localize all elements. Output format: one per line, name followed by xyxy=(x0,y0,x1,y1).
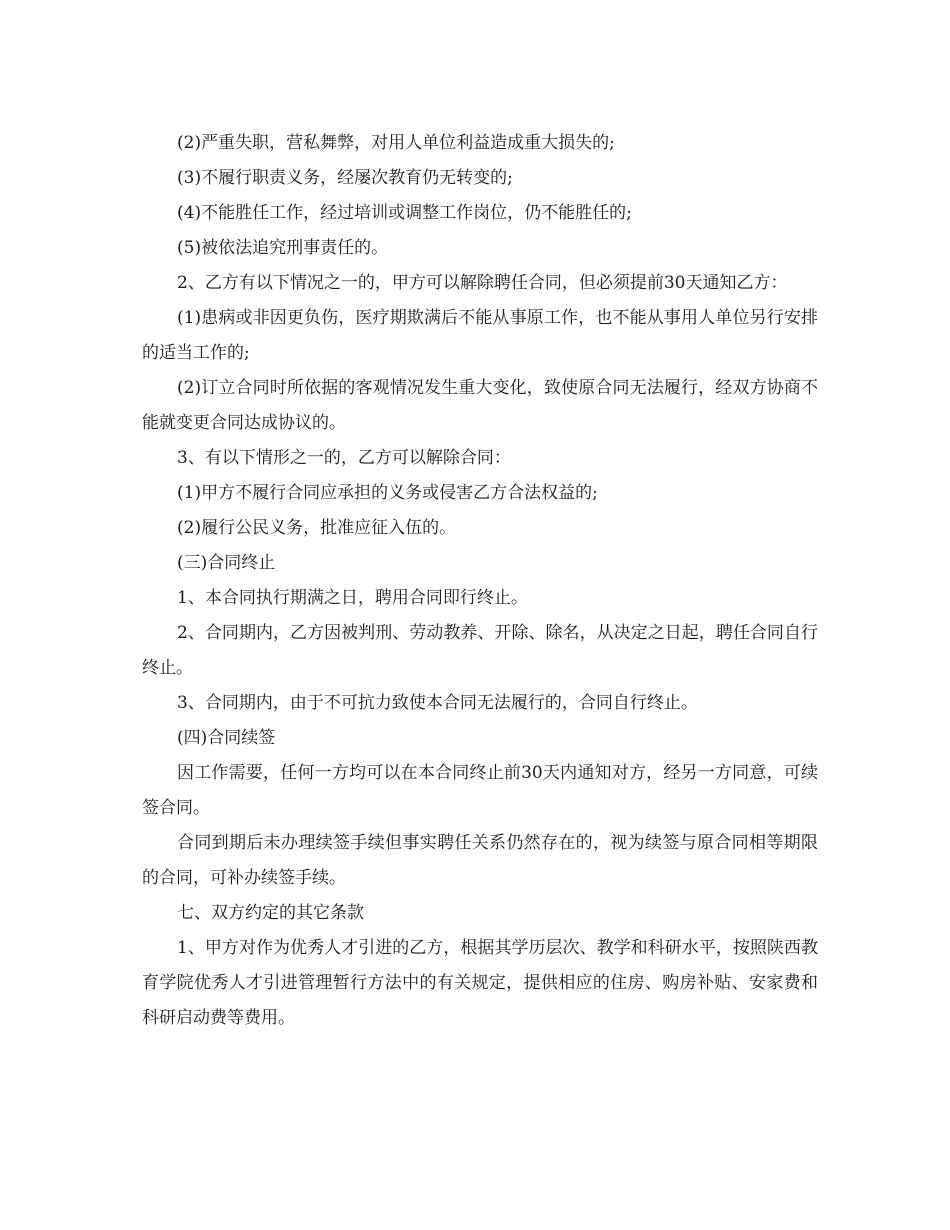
paragraph-contract-end-2: 2、合同期内，乙方因被判刑、劳动教养、开除、除名，从决定之日起，聘任合同自行终止。 xyxy=(142,623,818,678)
paragraph-other-terms-1: 1、甲方对作为优秀人才引进的乙方，根据其学历层次、教学和科研水平，按照陕西教育学院优秀人才引进管理暂行方法中的有关规定，提供相应的住房、购房补贴、安家费和科研启动费等费用。 xyxy=(142,938,818,1028)
paragraph-employee-termination-1: (1)甲方不履行合同应承担的义务或侵害乙方合法权益的; xyxy=(177,483,598,503)
section-heading-contract-renewal: (四)合同续签 xyxy=(177,728,276,748)
paragraph-renewal-1: 因工作需要，任何一方均可以在本合同终止前30天内通知对方，经另一方同意，可续签合同。 xyxy=(142,763,818,818)
paragraph-employee-termination-2: (2)履行公民义务，批准应征入伍的。 xyxy=(177,518,457,538)
paragraph-clause-2-5: (5)被依法追究刑事责任的。 xyxy=(177,238,389,258)
paragraph-contract-end-1: 1、本合同执行期满之日，聘用合同即行终止。 xyxy=(177,588,528,608)
paragraph-renewal-2: 合同到期后未办理续签手续但事实聘任关系仍然存在的，视为续签与原合同相等期限的合同，可补办续签手续。 xyxy=(142,833,818,888)
paragraph-clause-2-4: (4)不能胜任工作，经过培训或调整工作岗位，仍不能胜任的; xyxy=(177,203,632,223)
section-heading-contract-end: (三)合同终止 xyxy=(177,553,276,573)
document-body xyxy=(142,126,818,1036)
paragraph-employee-termination: 3、有以下情形之一的，乙方可以解除合同： xyxy=(177,448,511,468)
paragraph-contract-end-3: 3、合同期内，由于不可抗力致使本合同无法履行的，合同自行终止。 xyxy=(177,693,698,713)
section-heading-other-terms: 七、双方约定的其它条款 xyxy=(177,903,364,923)
paragraph-termination-notice: 2、乙方有以下情况之一的，甲方可以解除聘任合同，但必须提前30天通知乙方： xyxy=(177,273,788,293)
paragraph-clause-2-2: (2)严重失职，营私舞弊，对用人单位利益造成重大损失的; xyxy=(177,133,615,153)
paragraph-clause-2-3: (3)不履行职责义务，经屡次教育仍无转变的; xyxy=(177,168,513,188)
paragraph-notice-2: (2)订立合同时所依据的客观情况发生重大变化，致使原合同无法履行，经双方协商不能就变更合同达成协议的。 xyxy=(142,378,818,433)
paragraph-notice-1: (1)患病或非因更负伤，医疗期欺满后不能从事原工作，也不能从事用人单位另行安排的适当工作的; xyxy=(142,308,818,363)
